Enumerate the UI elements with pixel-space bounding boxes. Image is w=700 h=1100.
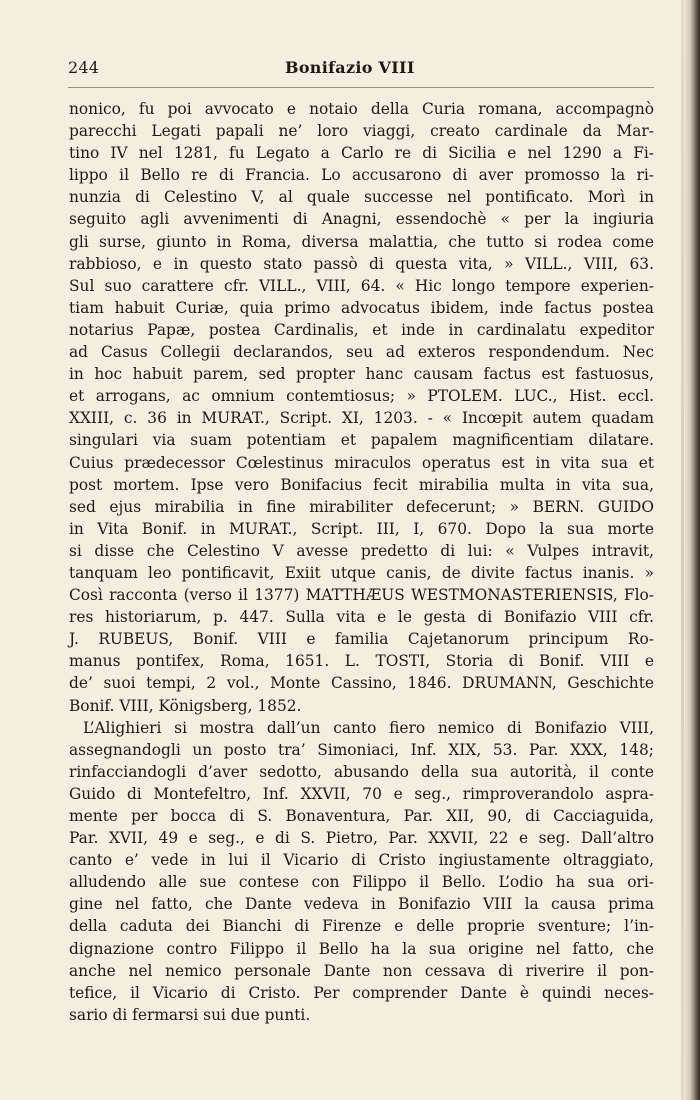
page-number: 244 bbox=[68, 58, 100, 77]
text-line: assegnandogli un posto tra’ Simoniaci, Inf. XIX, 53. Par. XXX, 148; bbox=[69, 740, 654, 759]
text-line: Sul suo carattere cfr. VILL., VIII, 64. « Hic longo tempore experien- bbox=[69, 276, 654, 295]
text-line: res historiarum, p. 447. Sulla vita e le gesta di Bonifazio VIII cfr. bbox=[69, 608, 654, 627]
running-title: Bonifazio VIII bbox=[285, 58, 415, 77]
text-line: rinfacciandogli d’aver sedotto, abusando della sua autorità, il conte bbox=[69, 762, 654, 781]
text-line: sario di fermarsi sui due punti. bbox=[69, 1005, 311, 1024]
text-line: nonico, fu poi avvocato e notaio della Curia romana, accompagnò bbox=[69, 100, 654, 118]
text-line: canto e’ vede in lui il Vicario di Cristo ingiustamente oltraggiato, bbox=[69, 851, 654, 870]
text-line: tino IV nel 1281, fu Legato a Carlo re di Sicilia e nel 1290 a Fi- bbox=[69, 144, 654, 163]
text-line: Bonif. VIII, Königsberg, 1852. bbox=[69, 696, 302, 715]
paragraph-1 bbox=[69, 98, 654, 717]
text-line: gli surse, giunto in Roma, diversa malattia, che tutto si rodea come bbox=[69, 232, 654, 251]
text-line: si disse che Celestino V avesse predetto di lui: « Vulpes intravit, bbox=[69, 541, 654, 560]
text-line: de’ suoi tempi, 2 vol., Monte Cassino, 1846. DRUMANN, Geschichte bbox=[69, 674, 654, 693]
text-line: tefice, il Vicario di Cristo. Per comprender Dante è quindi neces- bbox=[69, 983, 654, 1002]
page-binding-edge bbox=[684, 0, 700, 1100]
text-line: rabbioso, e in questo stato passò di questa vita, » VILL., VIII, 63. bbox=[69, 254, 654, 273]
text-line: dignazione contro Filippo il Bello ha la sua origine nel fatto, che bbox=[69, 939, 654, 958]
text-line: in Vita Bonif. in MURAT., Script. III, I, 670. Dopo la sua morte bbox=[69, 519, 654, 538]
text-line: nunzia di Celestino V, al quale successe nel pontificato. Morì in bbox=[69, 188, 654, 207]
paragraph-2 bbox=[69, 717, 654, 1026]
text-line: ad Casus Collegii declarandos, seu ad exteros respondendum. Nec bbox=[69, 343, 654, 362]
text-line: et arrogans, ac omnium contemtiosus; » PTOLEM. LUC., Hist. eccl. bbox=[69, 387, 654, 406]
text-line: tanquam leo pontificavit, Exiit utque canis, de divite factus inanis. » bbox=[69, 563, 654, 582]
text-line: notarius Papæ, postea Cardinalis, et inde in cardinalatu expeditor bbox=[69, 320, 654, 339]
text-line: manus pontifex, Roma, 1651. L. TOSTI, Storia di Bonif. VIII e bbox=[69, 652, 654, 671]
body-text bbox=[69, 98, 654, 1026]
text-line: seguito agli avvenimenti di Anagni, essendochè « per la ingiuria bbox=[69, 210, 654, 229]
text-line: della caduta dei Bianchi di Firenze e delle proprie sventure; l’in- bbox=[69, 917, 654, 936]
header-divider bbox=[68, 87, 654, 88]
text-line: singulari via suam potentiam et papalem magnificentiam dilatare. bbox=[69, 431, 654, 450]
text-line: lippo il Bello re di Francia. Lo accusarono di aver promosso la ri- bbox=[69, 166, 654, 185]
text-line: sed ejus mirabilia in fine mirabiliter defecerunt; » BERN. GUIDO bbox=[69, 497, 654, 516]
text-line: post mortem. Ipse vero Bonifacius fecit mirabilia multa in vita sua, bbox=[69, 475, 654, 494]
text-line: Così racconta (verso il 1377) MATTHÆUS WESTMONASTERIENSIS, Flo- bbox=[69, 586, 654, 605]
text-line: J. RUBEUS, Bonif. VIII e familia Cajetanorum principum Ro- bbox=[69, 630, 654, 649]
text-line: anche nel nemico personale Dante non cessava di riverire il pon- bbox=[69, 961, 654, 980]
text-line: Par. XVII, 49 e seg., e di S. Pietro, Par. XXVII, 22 e seg. Dall’altro bbox=[69, 829, 654, 848]
text-line: in hoc habuit parem, sed propter hanc causam factus est fastuosus, bbox=[69, 365, 654, 384]
text-line: Guido di Montefeltro, Inf. XXVII, 70 e seg., rimproverandolo aspra- bbox=[69, 784, 654, 803]
page-header bbox=[68, 58, 670, 86]
text-line: XXIII, c. 36 in MURAT., Script. XI, 1203. - « Incœpit autem quadam bbox=[69, 409, 654, 428]
text-line: alludendo alle sue contese con Filippo il Bello. L’odio ha sua ori- bbox=[69, 873, 654, 892]
text-line: parecchi Legati papali ne’ loro viaggi, creato cardinale da Mar- bbox=[69, 122, 654, 141]
text-line: gine nel fatto, che Dante vedeva in Bonifazio VIII la causa prima bbox=[69, 895, 654, 914]
text-line: mente per bocca di S. Bonaventura, Par. XII, 90, di Cacciaguida, bbox=[69, 807, 654, 825]
text-line: tiam habuit Curiæ, quia primo advocatus ibidem, inde factus postea bbox=[69, 298, 654, 317]
text-line: Cuius prædecessor Cœlestinus miraculos operatus est in vita sua et bbox=[69, 453, 654, 472]
text-line: L’Alighieri si mostra dall’un canto fiero nemico di Bonifazio VIII, bbox=[83, 718, 654, 737]
